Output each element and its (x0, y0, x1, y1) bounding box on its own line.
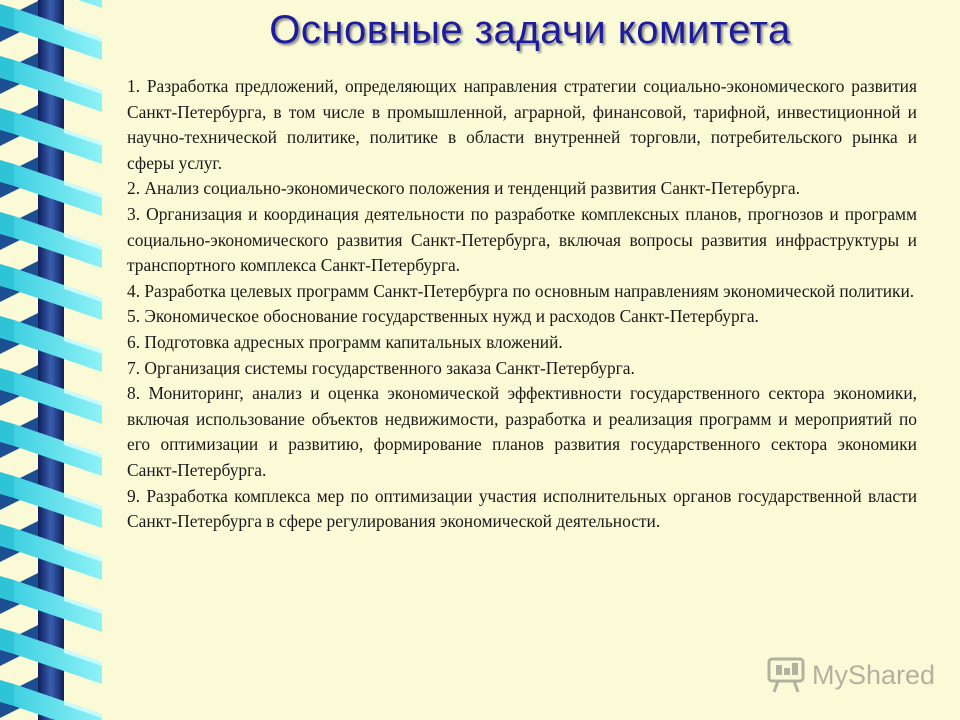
task-item: 5. Экономическое обоснование государственных нужд и расходов Санкт-Петербурга. (127, 306, 759, 327)
decorative-ribbon-border (0, 0, 112, 720)
watermark (766, 652, 935, 698)
ribbon-band-fold (0, 316, 14, 342)
ribbon-band-fold (0, 4, 14, 30)
ribbon-band-fold (0, 108, 14, 134)
task-item: 3. Организация и координация деятельности по разработке комплексных планов, прогнозов и программ социально-экономического развития Санкт-Петербурга, включая вопросы развития инфраструктуры и транспортного комплекса Санкт-Петербурга. (127, 203, 917, 276)
ribbon-band-fold (0, 680, 14, 706)
task-item: 4. Разработка целевых программ Санкт-Петербурга по основным направлениям экономической политики. (127, 280, 915, 301)
ribbon-band-fold (0, 628, 14, 654)
task-item: 9. Разработка комплекса мер по оптимизации участия исполнительных органов государственной власти Санкт-Петербурга в сфере регулирования экономической деятельности. (127, 485, 917, 532)
slide-title: Основные задачи комитета (269, 8, 791, 52)
task-item: 6. Подготовка адресных программ капитальных вложений. (127, 331, 563, 352)
ribbon-band-fold (0, 264, 14, 290)
task-list (127, 74, 917, 535)
ribbon-band-fold (0, 56, 14, 82)
ribbon-band-fold (0, 368, 14, 394)
ribbon-band-fold (0, 524, 14, 550)
ribbon-band-fold (0, 420, 14, 446)
presentation-board-icon (766, 655, 806, 695)
ribbon-band-fold (0, 212, 14, 238)
ribbon-band-fold (0, 472, 14, 498)
task-item: 7. Организация системы государственного заказа Санкт-Петербурга. (127, 357, 635, 378)
ribbon-band-fold (0, 576, 14, 602)
ribbon-band-fold (0, 160, 14, 186)
task-item: 1. Разработка предложений, определяющих направления стратегии социально-экономического развития Санкт-Петербурга, в том числе в промышленной, аграрной, финансовой, тарифной, инвестиционной и научно-технической политике, политике в области внутренней торговли, потребительского рынка и сферы услуг. (127, 76, 917, 173)
task-item: 8. Мониторинг, анализ и оценка экономической эффективности государственного сектора экономики, включая использование объектов недвижимости, разработка и реализация программ и мероприятий по его оптимизации и развитию, формирование планов развития государственного сектора экономики Санкт-Петербурга. (127, 383, 917, 480)
task-item: 2. Анализ социально-экономического положения и тенденций развития Санкт-Петербурга. (127, 178, 800, 199)
watermark-text: MyShared (812, 659, 936, 690)
